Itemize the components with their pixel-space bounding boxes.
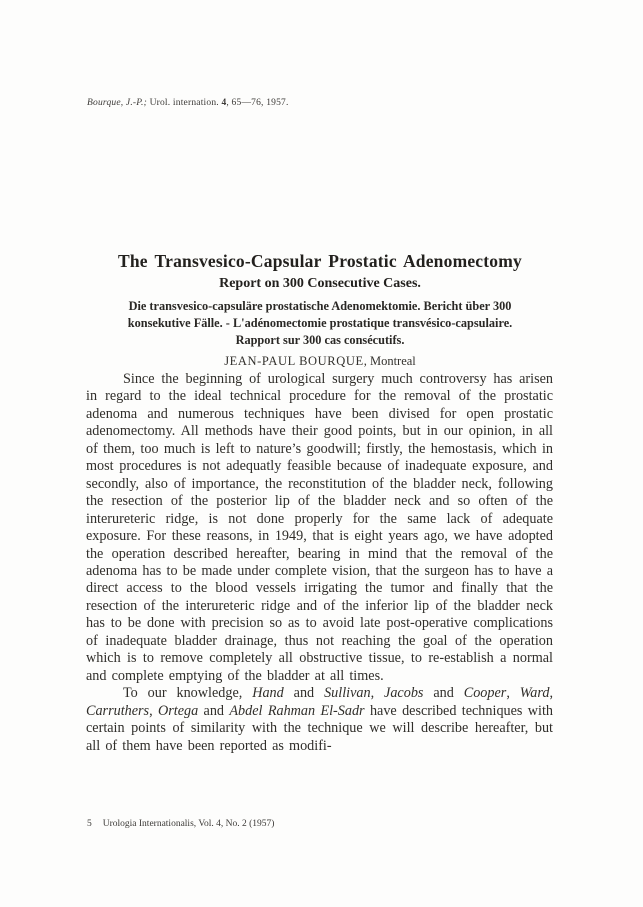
article-subtitle: Report on 300 Consecutive Cases. — [219, 276, 421, 291]
paragraph-1: Since the beginning of urological surgery much controversy has arisen in regard to the ideal technical procedure for the removal of the prostatic adenoma and numerous techniques have been divised for open prostatic adenomectomy. All methods have their good points, but in our opinion, in all of them, too much is left to nature’s goodwill; firstly, the hemostasis, which in most procedures is not adequatly feasible because of inadequate exposure, and secondly, also of importance, the reconstitution of the bladder neck, following the resection of the posterior lip of the bladder neck and so often of the interureteric ridge, is not done properly for the same lack of adequate exposure. For these reasons, in 1949, that is eight years ago, we have adopted the operation described hereafter, bearing in mind that the removal of the adenoma has to be made under complete vision, that the surgeon has to have a direct access to the blood vessels irrigating the tumor and finally that the resection of the interureteric ridge and of the inferior lip of the bladder neck has to be done with precision so as to avoid late post-operative complications of inadequate bladder drainage, thus not reaching the goal of the operation which is to remove completely all obstructive tissue, to re-establish a normal and complete emptying of the bladder at all times. — [86, 371, 553, 684]
article-body — [86, 371, 553, 755]
heading-block — [84, 250, 556, 369]
author-line — [84, 353, 556, 369]
article-title: The Transvesico-Capsular Prostatic Adenomectomy — [118, 251, 522, 271]
journal-imprint: Urologia Internationalis, Vol. 4, No. 2 (1957) — [102, 819, 275, 829]
paragraph-2: To our knowledge, Hand and Sullivan, Jacobs and Cooper, Ward, Carruthers, Ortega and Abdel Rahman El-Sadr have described techniques with certain points of similarity with the technique we will describe hereafter, but all of them have been reported as modifi- — [86, 685, 554, 754]
footer-imprint — [87, 819, 274, 829]
citation-pages: , 65—76, 1957. — [226, 98, 289, 108]
author-name: JEAN-PAUL BOURQUE — [224, 354, 364, 368]
running-head-citation — [87, 98, 289, 108]
signature-number: 5 — [87, 819, 92, 829]
translated-title: Die transvesico-capsuläre prostatische Adenomektomie. Bericht über 300 konsekutive Fälle. - L'adénomectomie prostatique transvésico-capsulaire. Rapport sur 300 cas consécutifs. — [127, 299, 513, 347]
author-location: , Montreal — [363, 354, 416, 368]
citation-journal: Urol. internation. — [149, 98, 222, 108]
citation-author: Bourque, J.-P.; — [87, 98, 150, 108]
citation-volume: 4 — [221, 98, 227, 108]
